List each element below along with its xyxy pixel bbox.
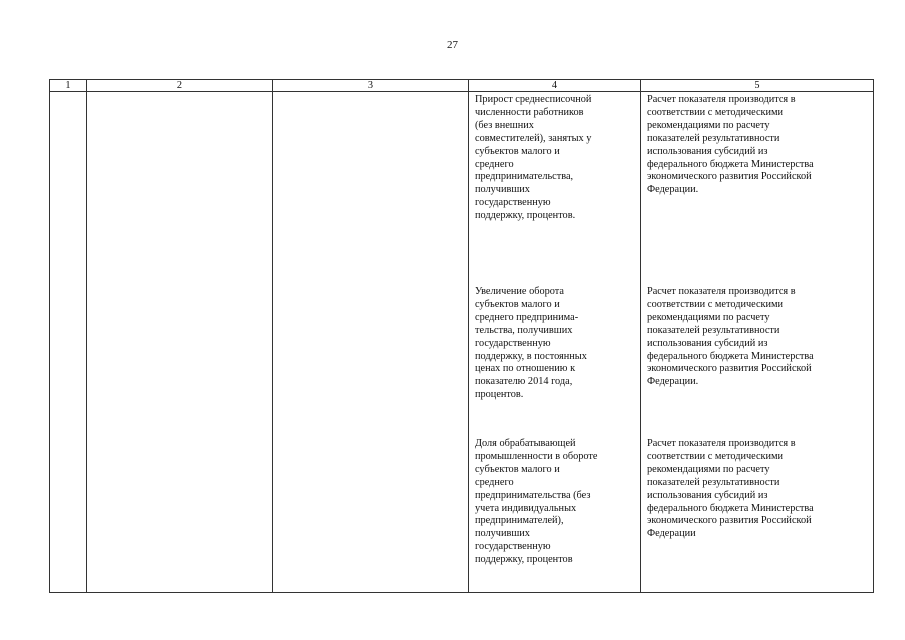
calculation-note: Расчет показателя производится в соответствии с методическими рекомендациями по расчету показателей результативности использования субсидий из федерального бюджета Министерства экономического развития Российской Федерации. xyxy=(647,94,814,196)
column-header-5: 5 xyxy=(641,80,874,92)
cell-col-2 xyxy=(87,92,273,593)
header-row xyxy=(50,80,874,92)
cell-col-1 xyxy=(50,92,87,593)
cell-col-5 xyxy=(641,92,874,593)
calculation-note: Расчет показателя производится в соответствии с методическими рекомендациями по расчету показателей результативности использования субсидий из федерального бюджета Министерства экономического развития Российской Федерации xyxy=(647,438,814,540)
cell-col-3 xyxy=(273,92,469,593)
indicator-text: Доля обрабатывающей промышленности в обороте субъектов малого и среднего предпринимательства (без учета индивидуальных предпринимателей), получивших государственную поддержку, процентов xyxy=(475,438,598,566)
calculation-note: Расчет показателя производится в соответствии с методическими рекомендациями по расчету показателей результативности использования субсидий из федерального бюджета Министерства экономического развития Российской Федерации. xyxy=(647,286,814,388)
indicator-text: Увеличение оборота субъектов малого и среднего предпринима- тельства, получивших государственную поддержку, в постоянных ценах по отношению к показателю 2014 года, процентов. xyxy=(475,286,587,401)
table-row xyxy=(50,92,874,593)
indicator-text: Прирост среднесписочной численности работников (без внешних совместителей), занятых у субъектов малого и среднего предпринимательства, получивших государственную поддержку, процентов. xyxy=(475,94,592,222)
page-number: 27 xyxy=(447,39,458,51)
indicators-table xyxy=(49,79,874,593)
column-header-2: 2 xyxy=(87,80,273,92)
cell-col-4 xyxy=(469,92,641,593)
column-header-1: 1 xyxy=(50,80,87,92)
column-header-4: 4 xyxy=(469,80,641,92)
column-header-3: 3 xyxy=(273,80,469,92)
